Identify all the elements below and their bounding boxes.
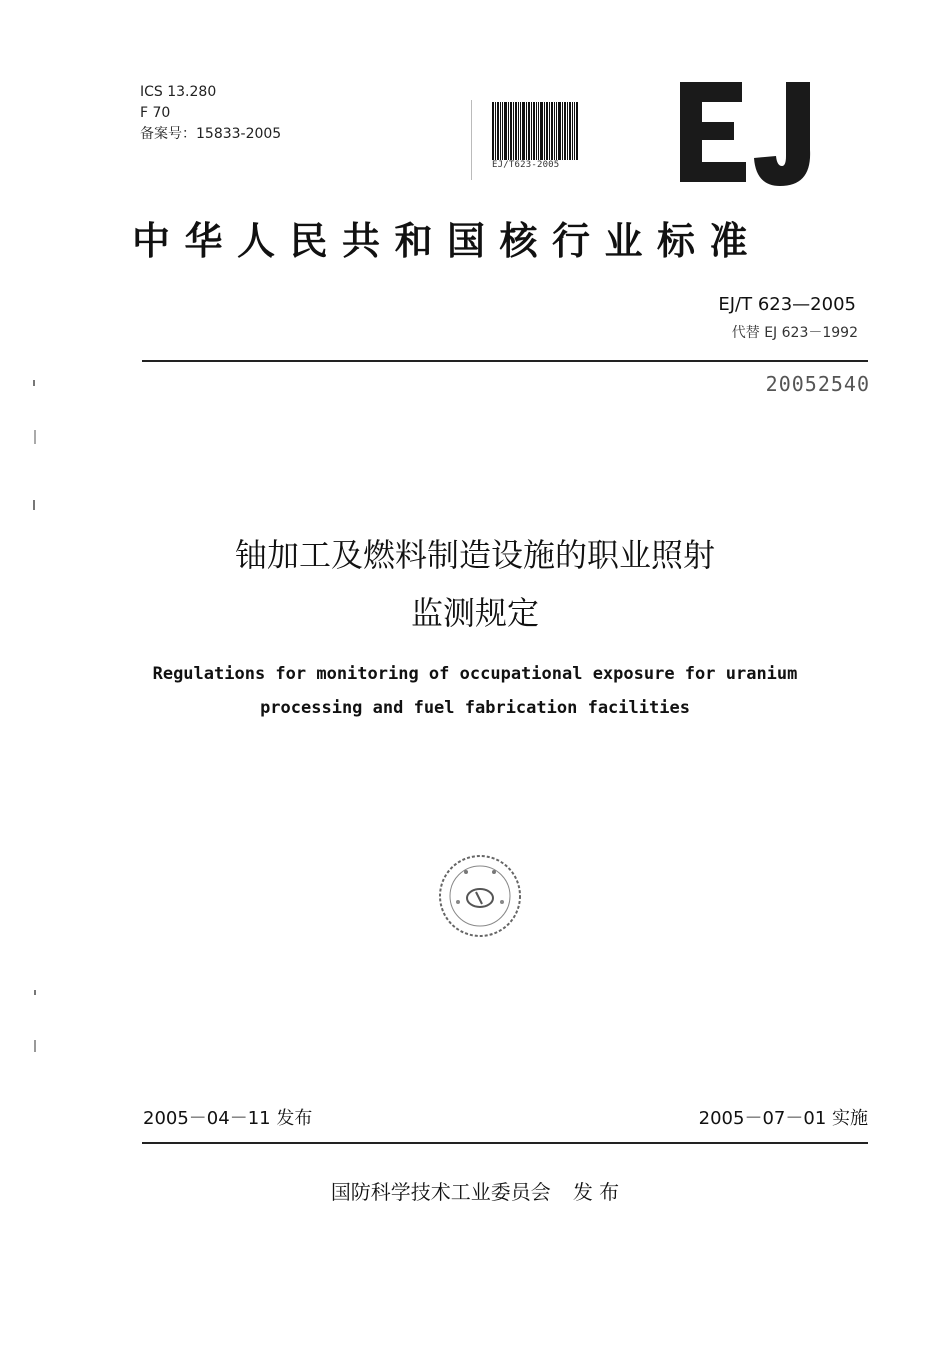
standard-title: 中华人民共和国核行业标准 — [132, 219, 763, 263]
document-title-line-2: 监测规定 — [410, 594, 539, 632]
document-title-line-1: 铀加工及燃料制造设施的职业照射 — [234, 536, 715, 574]
barcode-guide-line — [471, 100, 472, 180]
scan-artifact — [34, 430, 36, 444]
publisher-line — [0, 1176, 950, 1205]
header-rule — [142, 360, 868, 362]
ccs-code: F 70 — [140, 105, 171, 121]
scan-artifact — [34, 1040, 36, 1052]
publisher-name: 国防科学技术工业委员会 — [330, 1180, 551, 1204]
english-title-line-2: processing and fuel fabrication facilities — [260, 698, 690, 718]
library-seal-stamp — [436, 852, 524, 940]
filing-number: 备案号：15833-2005 — [140, 126, 282, 142]
replaces-note: 代替 EJ 623－1992 — [731, 325, 858, 341]
issue-date: 2005－04－11 发布 — [143, 1108, 313, 1129]
publisher-action: 发 布 — [572, 1180, 620, 1204]
barcode-icon — [492, 102, 578, 160]
ics-code: ICS 13.280 — [140, 84, 217, 100]
footer-rule — [142, 1142, 868, 1144]
scan-artifact — [33, 500, 35, 510]
scan-artifact — [34, 990, 36, 995]
english-title-line-1: Regulations for monitoring of occupational exposure for uranium — [152, 664, 798, 684]
standard-code: EJ/T 623—2005 — [718, 294, 856, 315]
classification-block — [140, 82, 281, 145]
scan-artifact — [33, 380, 35, 386]
effective-date: 2005－07－01 实施 — [698, 1108, 868, 1129]
ej-logo — [676, 70, 826, 195]
barcode-text: EJ/T623-2005 — [492, 160, 560, 170]
stamp-number: 20052540 — [765, 372, 870, 396]
